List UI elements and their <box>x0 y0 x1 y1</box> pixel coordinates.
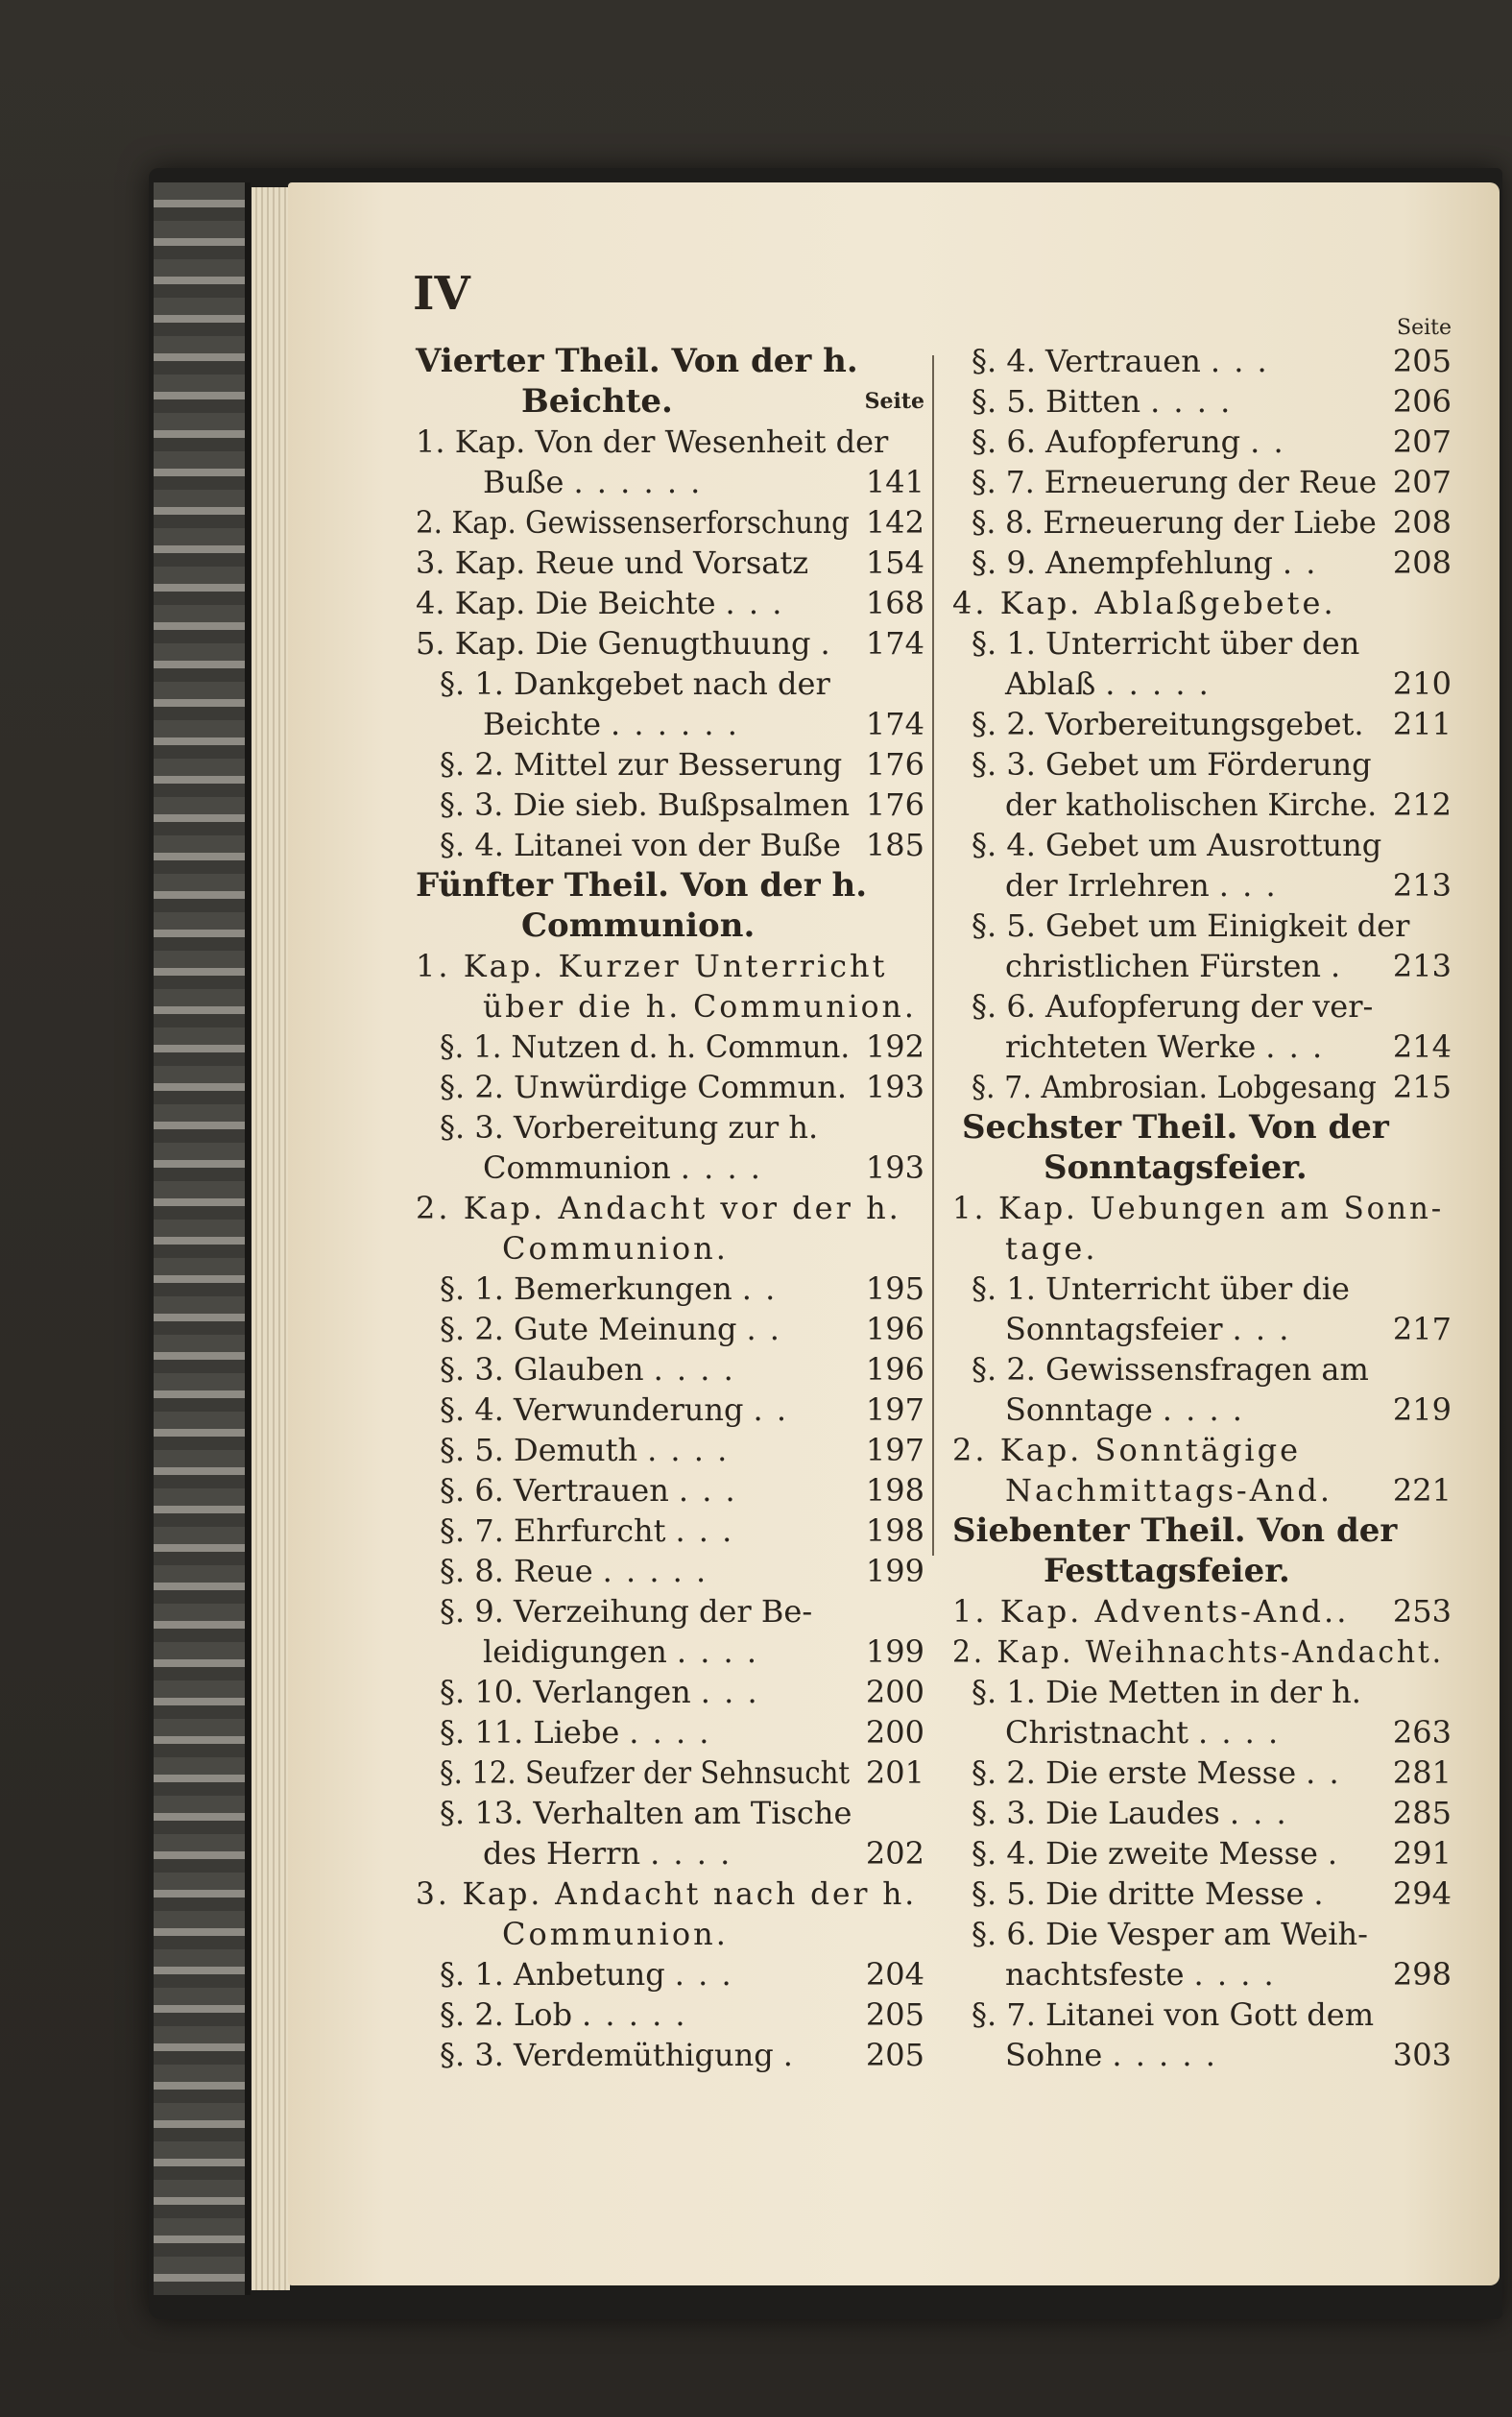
toc-page-number: 294 <box>1392 1875 1452 1912</box>
toc-entry <box>952 946 1452 986</box>
toc-entry-label: 3. Kap. Reue und Vorsatz <box>416 544 809 581</box>
toc-entry <box>416 1672 924 1712</box>
toc-page-number: 196 <box>865 1311 924 1347</box>
toc-entry <box>952 1591 1452 1631</box>
toc-leader-dots: . . . <box>1265 1028 1325 1065</box>
toc-entry <box>416 583 924 623</box>
toc-entry-label: Fünfter Theil. Von der h. <box>416 866 868 905</box>
toc-entry <box>416 1591 924 1631</box>
toc-entry-label: Sohne <box>1005 2037 1103 2073</box>
toc-entry-label: Ablaß <box>1005 665 1096 702</box>
toc-entry <box>952 704 1452 744</box>
toc-leader-dots: . . . <box>1218 867 1278 904</box>
toc-page-number: 207 <box>1392 423 1452 460</box>
toc-entry-label: christlichen Fürsten <box>1005 948 1321 984</box>
toc-page-number: 185 <box>865 827 924 863</box>
toc-entry <box>416 1470 924 1511</box>
toc-entry <box>416 1914 924 1954</box>
toc-page-number: 198 <box>865 1512 924 1549</box>
toc-entry <box>416 946 924 986</box>
toc-entry-label: 2. Kap. Weihnachts-Andacht. <box>952 1633 1444 1670</box>
toc-entry <box>952 1470 1452 1511</box>
toc-leader-dots: . . . <box>1229 1795 1288 1831</box>
toc-entry <box>952 1269 1452 1309</box>
toc-entry <box>952 462 1452 502</box>
toc-page-number: 303 <box>1392 2037 1452 2073</box>
toc-entry-label: Nachmittags-And. <box>1005 1472 1333 1509</box>
toc-entry-label: §. 4. Die zweite Messe <box>972 1835 1318 1872</box>
toc-entry-label: Beichte <box>483 706 602 742</box>
toc-entry <box>952 744 1452 785</box>
toc-entry <box>952 1067 1452 1107</box>
toc-leader-dots: . . <box>753 1391 788 1428</box>
toc-heading <box>416 381 924 422</box>
toc-heading <box>952 1148 1452 1188</box>
toc-page-number: 200 <box>865 1674 924 1710</box>
toc-entry <box>952 1833 1452 1873</box>
toc-leader-dots: . . . <box>1232 1311 1291 1347</box>
toc-leader-dots: . . <box>1250 423 1285 460</box>
toc-entry <box>416 1712 924 1752</box>
toc-entry <box>952 623 1452 664</box>
toc-entry-label: §. 5. Gebet um Einigkeit der <box>972 907 1410 944</box>
toc-leader-dots: . <box>1331 948 1343 984</box>
toc-entry <box>952 1672 1452 1712</box>
toc-entry-label: §. 4. Vertrauen <box>972 343 1201 379</box>
toc-entry-label: tage. <box>1005 1230 1098 1267</box>
book-spine <box>154 182 251 2295</box>
toc-page-number: 210 <box>1392 665 1452 702</box>
toc-entry <box>416 1188 924 1228</box>
column-divider <box>932 355 934 1556</box>
toc-entry-label: §. 10. Verlangen <box>440 1674 691 1710</box>
toc-entry-label: Festtagsfeier. <box>1044 1552 1290 1590</box>
toc-page-number: 197 <box>865 1391 924 1428</box>
toc-entry-label: nachtsfeste <box>1005 1956 1185 1993</box>
toc-leader-dots: . . . . <box>653 1351 735 1388</box>
toc-entry <box>952 1994 1452 2035</box>
toc-entry <box>952 1349 1452 1390</box>
toc-entry-label: §. 3. Verdemüthigung <box>440 2037 774 2073</box>
toc-entry-label: §. 2. Gute Meinung <box>440 1311 737 1347</box>
seite-header: Seite <box>1397 316 1452 340</box>
toc-page-number: 201 <box>865 1754 924 1791</box>
toc-entry <box>416 1027 924 1067</box>
toc-entry-label: §. 8. Erneuerung der Liebe <box>972 504 1377 541</box>
toc-entry-label: §. 13. Verhalten am Tische <box>440 1795 852 1831</box>
toc-entry <box>952 543 1452 583</box>
toc-page-number: 207 <box>1392 464 1452 500</box>
toc-entry-label: §. 2. Vorbereitungsgebet. <box>972 706 1364 742</box>
toc-entry <box>416 502 924 543</box>
toc-entry-label: §. 6. Aufopferung der ver- <box>972 988 1374 1025</box>
toc-leader-dots: . . . . . . <box>573 464 703 500</box>
toc-leader-dots: . . <box>746 1311 781 1347</box>
toc-page-number: 174 <box>865 706 924 742</box>
toc-leader-dots: . . <box>741 1270 778 1307</box>
toc-page-number: 291 <box>1392 1835 1452 1872</box>
toc-heading <box>416 906 924 946</box>
toc-leader-dots: . . . . . . <box>611 706 739 742</box>
toc-entry-label: §. 2. Gewissensfragen am <box>972 1351 1369 1388</box>
toc-entry <box>416 825 924 865</box>
toc-entry <box>952 1954 1452 1994</box>
toc-entry <box>416 744 924 785</box>
toc-entry-label: §. 1. Die Metten in der h. <box>972 1674 1361 1710</box>
toc-entry-label: 4. Kap. Ablaßgebete. <box>952 585 1336 621</box>
toc-entry-label: §. 4. Verwunderung <box>440 1391 744 1428</box>
toc-leader-dots: . . . . <box>647 1432 730 1468</box>
toc-entry-label: §. 1. Unterricht über die <box>972 1270 1350 1307</box>
toc-entry-label: §. 6. Die Vesper am Weih- <box>972 1916 1368 1952</box>
toc-heading <box>416 341 924 381</box>
toc-entry <box>416 664 924 704</box>
toc-entry-label: §. 6. Aufopferung <box>972 423 1241 460</box>
seite-header: Seite <box>864 389 924 414</box>
toc-page-number: 141 <box>865 464 924 500</box>
toc-leader-dots: . <box>1327 1835 1340 1872</box>
toc-entry-label: §. 8. Reue <box>440 1553 593 1589</box>
page-number: IV <box>413 267 470 321</box>
toc-entry-label: §. 3. Die Laudes <box>972 1795 1220 1831</box>
toc-entry-label: Sonntagsfeier. <box>1044 1148 1308 1187</box>
toc-page-number: 208 <box>1392 504 1452 541</box>
toc-entry <box>952 1430 1452 1470</box>
toc-page-number: 192 <box>865 1028 924 1065</box>
toc-entry <box>416 422 924 462</box>
toc-page-number: 211 <box>1392 706 1452 742</box>
toc-entry-label: §. 5. Demuth <box>440 1432 638 1468</box>
toc-entry <box>416 1551 924 1591</box>
toc-page-number: 199 <box>865 1553 924 1589</box>
toc-entry-label: §. 7. Litanei von Gott dem <box>972 1996 1375 2033</box>
toc-leader-dots: . <box>820 625 832 662</box>
toc-entry-label: §. 7. Ambrosian. Lobgesang <box>972 1069 1377 1105</box>
toc-page-number: 176 <box>865 746 924 783</box>
toc-entry-label: Communion. <box>502 1916 729 1952</box>
toc-entry <box>416 986 924 1027</box>
toc-entry-label: §. 1. Bemerkungen <box>440 1270 732 1307</box>
toc-heading <box>416 865 924 906</box>
toc-entry-label: Sonntagsfeier <box>1005 1311 1223 1347</box>
toc-entry-label: Communion <box>483 1149 671 1186</box>
toc-entry <box>416 1873 924 1914</box>
toc-entry <box>952 1712 1452 1752</box>
toc-entry-label: §. 11. Liebe <box>440 1714 620 1751</box>
toc-entry-label: Vierter Theil. Von der h. <box>416 342 858 380</box>
toc-page-number: 281 <box>1392 1754 1452 1791</box>
toc-leader-dots: . <box>782 2037 795 2073</box>
toc-entry <box>952 906 1452 946</box>
toc-entry-label: §. 1. Anbetung <box>440 1956 665 1993</box>
toc-leader-dots: . . . . <box>1193 1956 1276 1993</box>
toc-entry-label: leidigungen <box>483 1633 667 1670</box>
toc-heading <box>952 1107 1452 1148</box>
toc-heading <box>952 1511 1452 1551</box>
toc-page-number: 193 <box>865 1149 924 1186</box>
toc-entry-label: §. 2. Mittel zur Besserung <box>440 746 843 783</box>
toc-entry <box>952 1309 1452 1349</box>
toc-entry-label: §. 9. Verzeihung der Be- <box>440 1593 813 1630</box>
toc-entry-label: §. 3. Gebet um Förderung <box>972 746 1372 783</box>
toc-right-column <box>952 316 1452 2075</box>
toc-entry-label: 4. Kap. Die Beichte <box>416 585 716 621</box>
toc-page-number: 142 <box>865 504 924 541</box>
toc-entry <box>952 2035 1452 2075</box>
toc-entry-label: §. 4. Litanei von der Buße <box>440 827 841 863</box>
toc-leader-dots: . . . <box>678 1472 737 1509</box>
toc-entry-label: §. 1. Unterricht über den <box>972 625 1360 662</box>
toc-entry <box>416 623 924 664</box>
toc-page-number: 212 <box>1392 786 1452 823</box>
toc-entry-label: 1. Kap. Kurzer Unterricht <box>416 948 888 984</box>
toc-leader-dots: . . . . . <box>582 1996 687 2033</box>
toc-entry-label: §. 9. Anempfehlung <box>972 544 1273 581</box>
toc-entry <box>416 1833 924 1873</box>
toc-entry <box>416 543 924 583</box>
toc-entry <box>416 1752 924 1793</box>
toc-leader-dots: . . . <box>675 1512 734 1549</box>
toc-page-number: 219 <box>1392 1391 1452 1428</box>
toc-entry <box>416 1793 924 1833</box>
toc-entry-label: §. 5. Bitten <box>972 383 1141 420</box>
toc-leader-dots: . . . . <box>676 1633 759 1670</box>
toc-leader-dots: . . . . <box>680 1149 762 1186</box>
toc-entry-label: §. 4. Gebet um Ausrottung <box>972 827 1382 863</box>
page-content <box>288 182 1500 2285</box>
toc-entry <box>952 422 1452 462</box>
toc-entry <box>952 664 1452 704</box>
toc-page-number: 154 <box>865 544 924 581</box>
toc-page-number: 208 <box>1392 544 1452 581</box>
toc-entry <box>416 1390 924 1430</box>
toc-entry <box>416 1269 924 1309</box>
toc-entry-label: Sechster Theil. Von der <box>962 1108 1389 1147</box>
toc-page-number: 204 <box>865 1956 924 1993</box>
toc-entry-label: 2. Kap. Andacht vor der h. <box>416 1190 901 1226</box>
toc-page-number: 196 <box>865 1351 924 1388</box>
toc-page-number: 174 <box>865 625 924 662</box>
toc-entry <box>952 865 1452 906</box>
toc-entry <box>416 1430 924 1470</box>
toc-entry-label: §. 3. Vorbereitung zur h. <box>440 1109 819 1146</box>
toc-page-number: 176 <box>865 786 924 823</box>
toc-page-number: 298 <box>1392 1956 1452 1993</box>
toc-entry <box>416 1994 924 2035</box>
toc-page-number: 215 <box>1392 1069 1452 1105</box>
toc-heading <box>952 1551 1452 1591</box>
toc-entry <box>952 1793 1452 1833</box>
toc-entry <box>416 2035 924 2075</box>
toc-entry-label: Beichte. <box>521 382 673 421</box>
toc-entry <box>416 1631 924 1672</box>
toc-entry-label: 3. Kap. Andacht nach der h. <box>416 1875 918 1912</box>
toc-page-number: 200 <box>865 1714 924 1751</box>
toc-entry-label: richteten Werke <box>1005 1028 1257 1065</box>
toc-left-column <box>416 341 924 2075</box>
toc-entry <box>952 785 1452 825</box>
toc-leader-dots: . . . <box>674 1956 733 1993</box>
toc-leader-dots: . . . . . <box>1112 2037 1217 2073</box>
toc-entry-label: §. 7. Erneuerung der Reue <box>972 464 1378 500</box>
toc-entry <box>952 1631 1452 1672</box>
toc-entry <box>416 1954 924 1994</box>
page-edges <box>252 187 290 2290</box>
toc-leader-dots: . . <box>1306 1754 1341 1791</box>
toc-entry <box>952 341 1452 381</box>
toc-entry <box>416 785 924 825</box>
toc-page-number: 214 <box>1392 1028 1452 1065</box>
toc-page-number: 193 <box>865 1069 924 1105</box>
toc-leader-dots: . <box>1313 1875 1326 1912</box>
toc-entry-label: 1. Kap. Advents-And.. <box>952 1593 1350 1630</box>
toc-entry-label: 2. Kap. Sonntägige <box>952 1432 1301 1468</box>
toc-entry-label: Sonntage <box>1005 1391 1153 1428</box>
toc-leader-dots: . . . . <box>1197 1714 1281 1751</box>
toc-page-number: 263 <box>1392 1714 1452 1751</box>
toc-entry-label: 5. Kap. Die Genugthuung <box>416 625 811 662</box>
toc-page-number: 206 <box>1392 383 1452 420</box>
toc-entry-label: 2. Kap. Gewissenserforschung <box>416 504 850 541</box>
toc-entry <box>416 704 924 744</box>
toc-entry-label: §. 2. Die erste Messe <box>972 1754 1297 1791</box>
toc-entry <box>952 1390 1452 1430</box>
toc-page-number: 197 <box>865 1432 924 1468</box>
toc-page-number: 205 <box>865 2037 924 2073</box>
toc-entry-label: über die h. Communion. <box>483 988 917 1025</box>
toc-entry-label: 1. Kap. Von der Wesenheit der <box>416 423 889 460</box>
toc-leader-dots: . . <box>1282 544 1318 581</box>
toc-leader-dots: . . . . <box>1162 1391 1244 1428</box>
toc-entry-label: §. 6. Vertrauen <box>440 1472 669 1509</box>
toc-entry <box>952 502 1452 543</box>
toc-entry-label: Communion. <box>502 1230 729 1267</box>
toc-page-number: 205 <box>1392 343 1452 379</box>
toc-entry-label: §. 12. Seufzer der Sehnsucht <box>440 1754 851 1791</box>
toc-entry <box>416 1148 924 1188</box>
toc-page-number: 253 <box>1392 1593 1452 1630</box>
toc-entry <box>952 381 1452 422</box>
toc-entry <box>952 1188 1452 1228</box>
toc-page-number: 202 <box>865 1835 924 1872</box>
toc-entry-label: §. 7. Ehrfurcht <box>440 1512 666 1549</box>
toc-entry-label: §. 5. Die dritte Messe <box>972 1875 1305 1912</box>
toc-entry-label: des Herrn <box>483 1835 641 1872</box>
toc-entry <box>416 1511 924 1551</box>
toc-page-number: 199 <box>865 1633 924 1670</box>
toc-entry-label: §. 2. Lob <box>440 1996 573 2033</box>
toc-entry <box>952 1752 1452 1793</box>
toc-page-number: 221 <box>1392 1472 1452 1509</box>
toc-entry-label: 1. Kap. Uebungen am Sonn- <box>952 1190 1445 1226</box>
toc-entry <box>952 1873 1452 1914</box>
toc-entry <box>416 462 924 502</box>
toc-entry <box>952 1027 1452 1067</box>
toc-leader-dots: . . . <box>700 1674 759 1710</box>
toc-entry <box>952 986 1452 1027</box>
toc-leader-dots: . . . . . <box>602 1553 708 1589</box>
toc-page-number: 205 <box>865 1996 924 2033</box>
toc-entry-label: Buße <box>483 464 564 500</box>
toc-entry-label: §. 3. Glauben <box>440 1351 644 1388</box>
toc-page-number: 195 <box>865 1270 924 1307</box>
toc-entry <box>416 1067 924 1107</box>
toc-entry <box>952 1228 1452 1269</box>
toc-entry-label: §. 1. Nutzen d. h. Commun. <box>440 1028 851 1065</box>
toc-leader-dots: . . . . <box>650 1835 732 1872</box>
toc-leader-dots: . . . . <box>1150 383 1233 420</box>
toc-leader-dots: . . . <box>1210 343 1269 379</box>
toc-page-number: 213 <box>1392 867 1452 904</box>
toc-entry <box>416 1349 924 1390</box>
toc-leader-dots: . . . <box>725 585 784 621</box>
toc-entry-label: Communion. <box>521 906 756 945</box>
toc-entry <box>416 1228 924 1269</box>
toc-entry <box>416 1309 924 1349</box>
toc-entry-label: der katholischen Kirche. <box>1005 786 1378 823</box>
toc-entry-label: Siebenter Theil. Von der <box>952 1511 1398 1550</box>
toc-page-number: 285 <box>1392 1795 1452 1831</box>
toc-entry-label: der Irrlehren <box>1005 867 1210 904</box>
toc-entry-label: §. 3. Die sieb. Bußpsalmen <box>440 786 851 823</box>
toc-page-number: 217 <box>1392 1311 1452 1347</box>
toc-entry <box>952 825 1452 865</box>
toc-entry <box>416 1107 924 1148</box>
toc-entry-label: §. 1. Dankgebet nach der <box>440 665 830 702</box>
toc-page-number: 198 <box>865 1472 924 1509</box>
toc-leader-dots: . . . . . <box>1105 665 1211 702</box>
toc-page-number: 213 <box>1392 948 1452 984</box>
toc-entry-label: §. 2. Unwürdige Commun. <box>440 1069 848 1105</box>
toc-entry-label: Christnacht <box>1005 1714 1188 1751</box>
toc-page-number: 168 <box>865 585 924 621</box>
toc-leader-dots: . . . . <box>629 1714 711 1751</box>
toc-entry <box>952 583 1452 623</box>
toc-entry <box>952 1914 1452 1954</box>
